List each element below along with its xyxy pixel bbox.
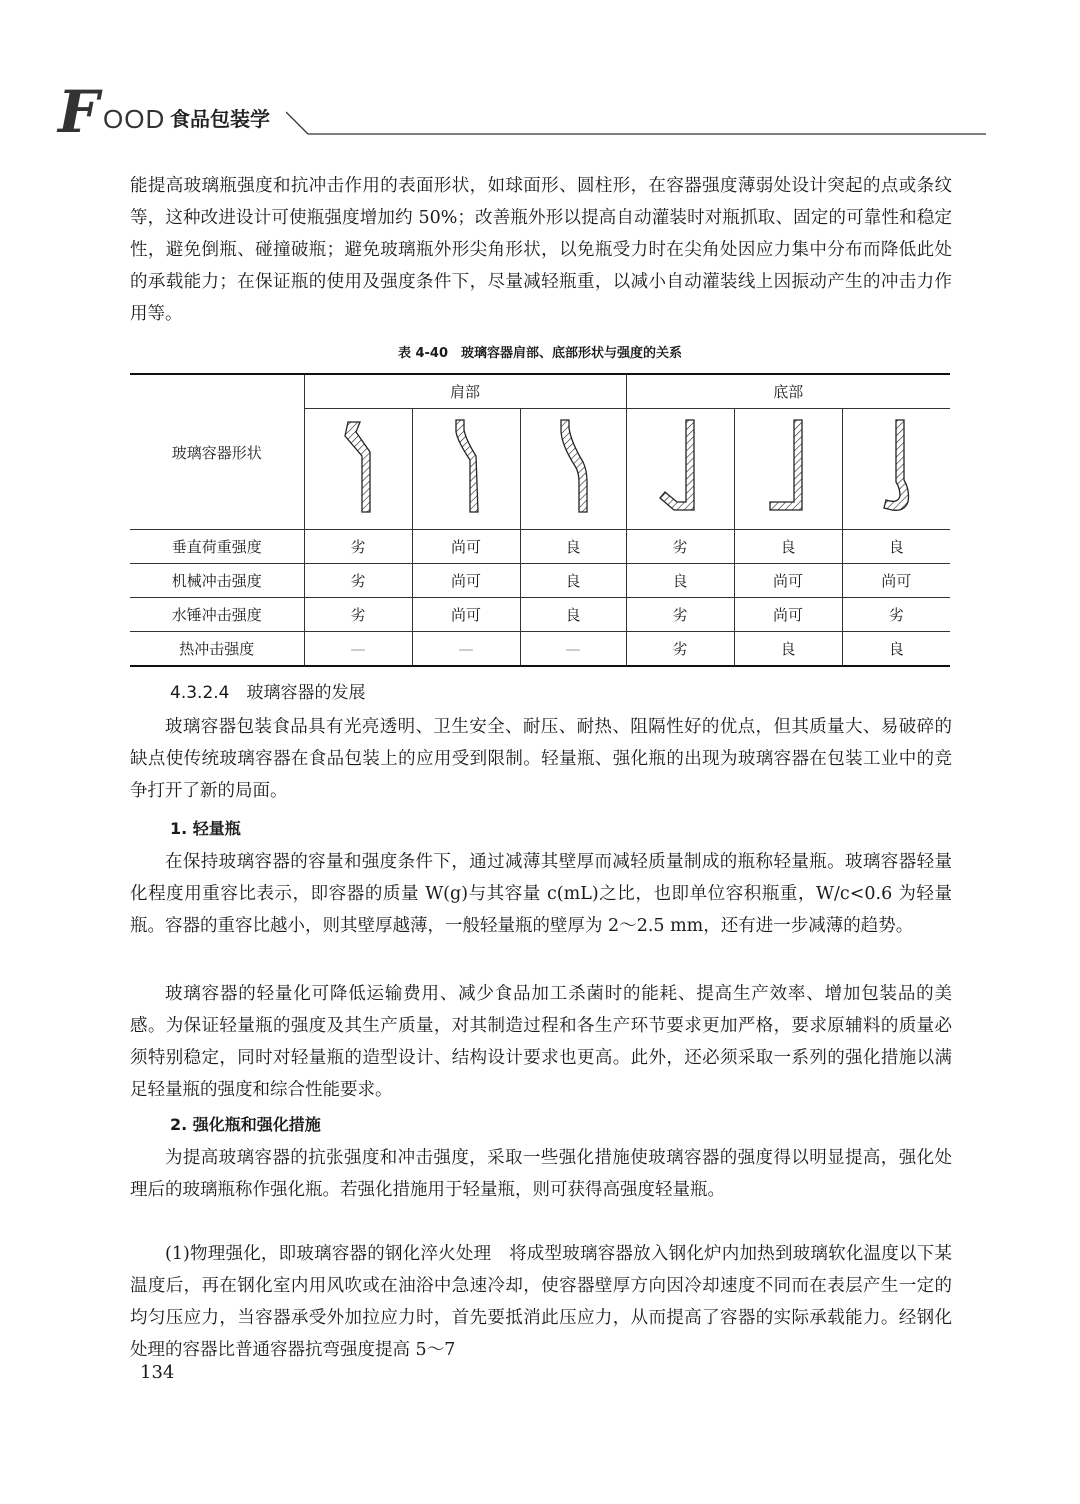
- table-header-row: [130, 374, 950, 409]
- table-cell: 劣: [626, 530, 734, 564]
- table-caption: 表 4-40 玻璃容器肩部、底部形状与强度的关系: [397, 346, 683, 361]
- shoulder-shape-3-icon: [533, 412, 613, 522]
- table-cell: 良: [842, 632, 950, 667]
- table-cell: 劣: [626, 598, 734, 632]
- table-row: [130, 632, 950, 667]
- table-row: [130, 598, 950, 632]
- table-cell: 尚可: [842, 564, 950, 598]
- section-paragraph-3: 玻璃容器的轻量化可降低运输费用、减少食品加工杀菌时的能耗、提高生产效率、增加包装品的美感。为保证轻量瓶的强度及其生产质量，对其制造过程和各生产环节要求更加严格，要求原辅料的质量必须特别稳定，同时对轻量瓶的造型设计、结构设计要求也更高。此外，还必须采取一系列的强化措施以满足轻量瓶的强度和综合性能要求。: [130, 984, 952, 1100]
- shoulder-shape-1-icon: [318, 412, 398, 522]
- table-cell: 劣: [842, 598, 950, 632]
- row-label: 垂直荷重强度: [130, 530, 304, 564]
- section-paragraph-4: 为提高玻璃容器的抗张强度和冲击强度，采取一些强化措施使玻璃容器的强度得以明显提高，强化处理后的玻璃瓶称作强化瓶。若强化措施用于轻量瓶，则可获得高强度轻量瓶。: [130, 1148, 952, 1200]
- bottom-shape-1-icon: [640, 412, 720, 522]
- header-rule: [286, 108, 986, 138]
- shape-row-label: 玻璃容器形状: [130, 374, 304, 530]
- section-heading: 4.3.2.4 玻璃容器的发展: [170, 683, 366, 703]
- table-cell: —: [520, 632, 626, 667]
- table-row: [130, 564, 950, 598]
- table-cell: 劣: [626, 632, 734, 667]
- shoulder-header: 肩部: [304, 374, 626, 409]
- table-cell: —: [412, 632, 520, 667]
- shoulder-shape-1: [304, 409, 412, 530]
- table-cell: 尚可: [412, 564, 520, 598]
- subheading-strengthened-bottle: 2. 强化瓶和强化措施: [170, 1115, 321, 1134]
- bottom-header: 底部: [626, 374, 950, 409]
- running-header: [58, 78, 958, 146]
- table-row: [130, 530, 950, 564]
- bottom-shape-1: [626, 409, 734, 530]
- table-cell: 劣: [304, 530, 412, 564]
- table-cell: 良: [842, 530, 950, 564]
- shoulder-shape-3: [520, 409, 626, 530]
- table-cell: 尚可: [412, 530, 520, 564]
- table-cell: 尚可: [734, 598, 842, 632]
- shoulder-shape-2: [412, 409, 520, 530]
- table-cell: 良: [734, 632, 842, 667]
- bottom-shape-3-icon: [856, 412, 936, 522]
- book-title: 食品包装学: [170, 107, 270, 131]
- table-cell: 劣: [304, 564, 412, 598]
- section-paragraph-1: 玻璃容器包装食品具有光亮透明、卫生安全、耐压、耐热、阻隔性好的优点，但其质量大、易破碎的缺点使传统玻璃容器在食品包装上的应用受到限制。轻量瓶、强化瓶的出现为玻璃容器在包装工业中的竞争打开了新的局面。: [130, 717, 952, 801]
- bottom-shape-3: [842, 409, 950, 530]
- table-cell: 尚可: [412, 598, 520, 632]
- row-label: 机械冲击强度: [130, 564, 304, 598]
- bottom-shape-2: [734, 409, 842, 530]
- section-paragraph-2: 在保持玻璃容器的容量和强度条件下，通过减薄其壁厚而减轻质量制成的瓶称轻量瓶。玻璃容器轻量化程度用重容比表示，即容器的质量 W(g)与其容量 c(mL)之比，也即单位容积瓶重，W/c<0.6 为轻量瓶。容器的重容比越小，则其壁厚越薄，一般轻量瓶的壁厚为 2～2.5 mm，还有进一步减薄的趋势。: [130, 852, 952, 936]
- section-paragraph-5: (1)物理强化，即玻璃容器的钢化淬火处理 将成型玻璃容器放入钢化炉内加热到玻璃软化温度以下某温度后，再在钢化室内用风吹或在油浴中急速冷却，使容器壁厚方向因冷却速度不同而在表层产生一定的均匀压应力，当容器承受外加拉应力时，首先要抵消此压应力，从而提高了容器的实际承载能力。经钢化处理的容器比普通容器抗弯强度提高 5～7: [130, 1244, 952, 1360]
- logo-letter: F: [58, 78, 100, 146]
- strength-table: [130, 373, 950, 667]
- table-cell: 尚可: [734, 564, 842, 598]
- row-label: 水锤冲击强度: [130, 598, 304, 632]
- table-cell: 良: [520, 564, 626, 598]
- table-cell: 良: [520, 530, 626, 564]
- table-cell: 良: [626, 564, 734, 598]
- table-cell: 劣: [304, 598, 412, 632]
- table-cell: —: [304, 632, 412, 667]
- table-cell: 良: [734, 530, 842, 564]
- subheading-lightweight-bottle: 1. 轻量瓶: [170, 819, 241, 838]
- table-cell: 良: [520, 598, 626, 632]
- bottom-shape-2-icon: [748, 412, 828, 522]
- intro-paragraph: 能提高玻璃瓶强度和抗冲击作用的表面形状，如球面形、圆柱形，在容器强度薄弱处设计突起的点或条纹等，这种改进设计可使瓶强度增加约 50%；改善瓶外形以提高自动灌装时对瓶抓取、固定的可靠性和稳定性，避免倒瓶、碰撞破瓶；避免玻璃瓶外形尖角形状，以免瓶受力时在尖角处因应力集中分布而降低此处的承载能力；在保证瓶的使用及强度条件下，尽量减轻瓶重，以减小自动灌装线上因振动产生的冲击力作用等。: [130, 176, 952, 324]
- logo-text: OOD: [103, 104, 166, 134]
- row-label: 热冲击强度: [130, 632, 304, 667]
- page-number: 134: [140, 1362, 175, 1383]
- shoulder-shape-2-icon: [426, 412, 506, 522]
